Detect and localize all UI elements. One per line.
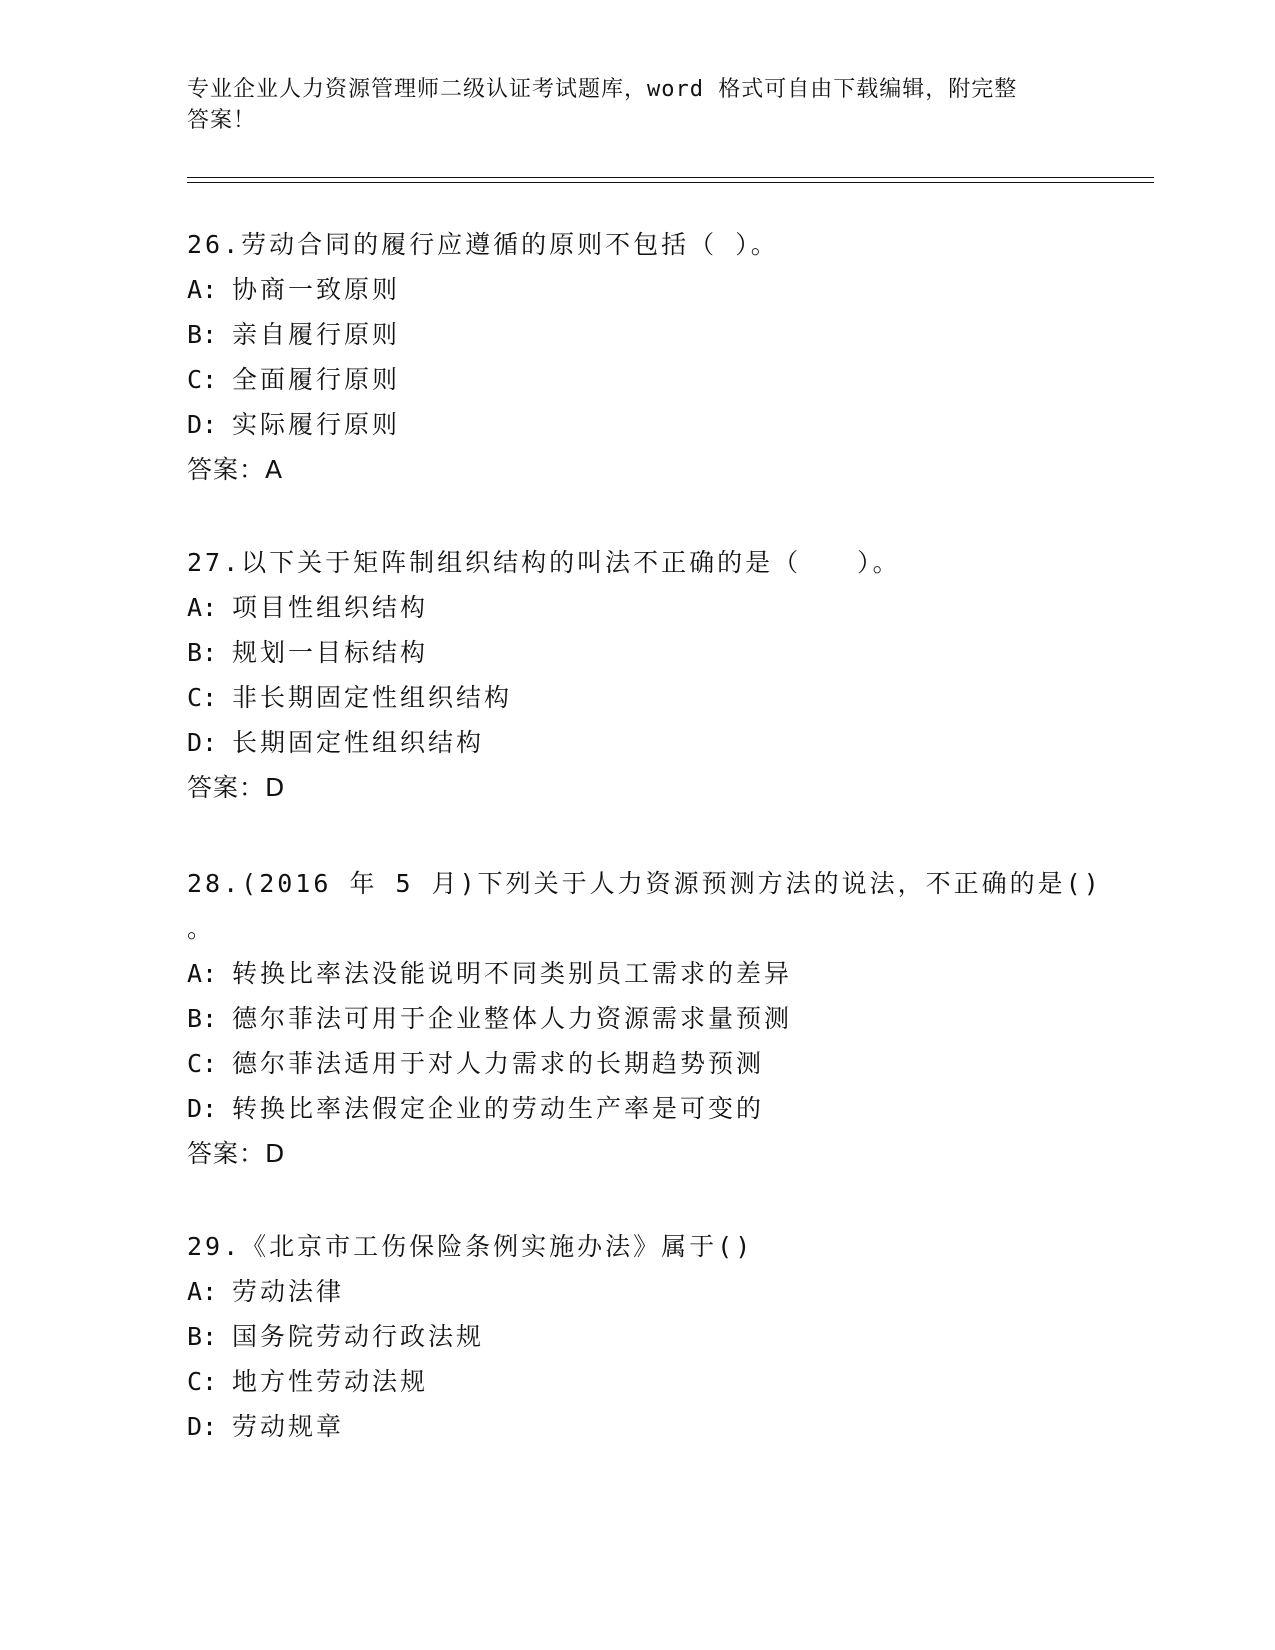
option-text: 长期固定性组织结构: [232, 728, 485, 757]
option-label: B:: [187, 1322, 218, 1351]
option-c: [187, 1359, 1147, 1404]
option-label: D:: [187, 1412, 218, 1441]
option-b: [187, 312, 1147, 357]
header-line-2: 答案！: [187, 108, 257, 133]
option-text: 德尔菲法适用于对人力需求的长期趋势预测: [232, 1049, 765, 1078]
option-text: 项目性组织结构: [232, 593, 429, 622]
header-line-1: 专业企业人力资源管理师二级认证考试题库，word 格式可自由下载编辑，附完整: [187, 77, 1018, 102]
option-text: 全面履行原则: [232, 365, 401, 394]
option-d: [187, 1086, 1147, 1131]
option-label: D:: [187, 1094, 218, 1123]
option-a: [187, 1269, 1147, 1314]
option-b: [187, 630, 1147, 675]
option-text: 德尔菲法可用于企业整体人力资源需求量预测: [232, 1004, 793, 1033]
option-text: 地方性劳动法规: [232, 1367, 429, 1396]
option-c: [187, 357, 1147, 402]
answer-line: 答案：D: [187, 1139, 286, 1168]
option-text: 亲自履行原则: [232, 320, 401, 349]
question-stem: 28.(2016 年 5 月)下列关于人力资源预测方法的说法，不正确的是(): [187, 869, 1102, 898]
answer-line: 答案：A: [187, 455, 284, 484]
option-label: B:: [187, 638, 218, 667]
document-header: [187, 74, 1087, 136]
question-26: [187, 222, 1147, 492]
option-text: 规划一目标结构: [232, 638, 429, 667]
option-text: 转换比率法没能说明不同类别员工需求的差异: [232, 959, 793, 988]
option-text: 实际履行原则: [232, 410, 401, 439]
option-label: C:: [187, 1367, 218, 1396]
option-label: D:: [187, 728, 218, 757]
question-28: [187, 861, 1147, 1176]
option-label: A:: [187, 593, 218, 622]
header-divider-bottom: [187, 182, 1154, 183]
option-a: [187, 267, 1147, 312]
option-c: [187, 675, 1147, 720]
question-stem: 26.劳动合同的履行应遵循的原则不包括（ ）。: [187, 230, 779, 259]
option-d: [187, 720, 1147, 765]
option-label: B:: [187, 1004, 218, 1033]
option-d: [187, 402, 1147, 447]
option-text: 协商一致原则: [232, 275, 401, 304]
question-27: [187, 540, 1147, 810]
option-label: C:: [187, 365, 218, 394]
option-text: 非长期固定性组织结构: [232, 683, 513, 712]
question-stem: 27.以下关于矩阵制组织结构的叫法不正确的是（ ）。: [187, 548, 901, 577]
option-b: [187, 1314, 1147, 1359]
option-label: A:: [187, 1277, 218, 1306]
option-text: 劳动法律: [232, 1277, 345, 1306]
option-text: 劳动规章: [232, 1412, 345, 1441]
question-stem-continuation: 。: [187, 914, 216, 943]
option-label: D:: [187, 410, 218, 439]
question-29: [187, 1224, 1147, 1449]
option-label: C:: [187, 1049, 218, 1078]
option-label: A:: [187, 959, 218, 988]
answer-line: 答案：D: [187, 773, 286, 802]
option-c: [187, 1041, 1147, 1086]
question-stem: 29.《北京市工伤保险条例实施办法》属于(): [187, 1232, 754, 1261]
option-a: [187, 585, 1147, 630]
option-a: [187, 951, 1147, 996]
option-text: 国务院劳动行政法规: [232, 1322, 485, 1351]
option-b: [187, 996, 1147, 1041]
option-label: C:: [187, 683, 218, 712]
option-d: [187, 1404, 1147, 1449]
option-label: B:: [187, 320, 218, 349]
option-text: 转换比率法假定企业的劳动生产率是可变的: [232, 1094, 765, 1123]
header-divider-top: [187, 177, 1154, 178]
option-label: A:: [187, 275, 218, 304]
